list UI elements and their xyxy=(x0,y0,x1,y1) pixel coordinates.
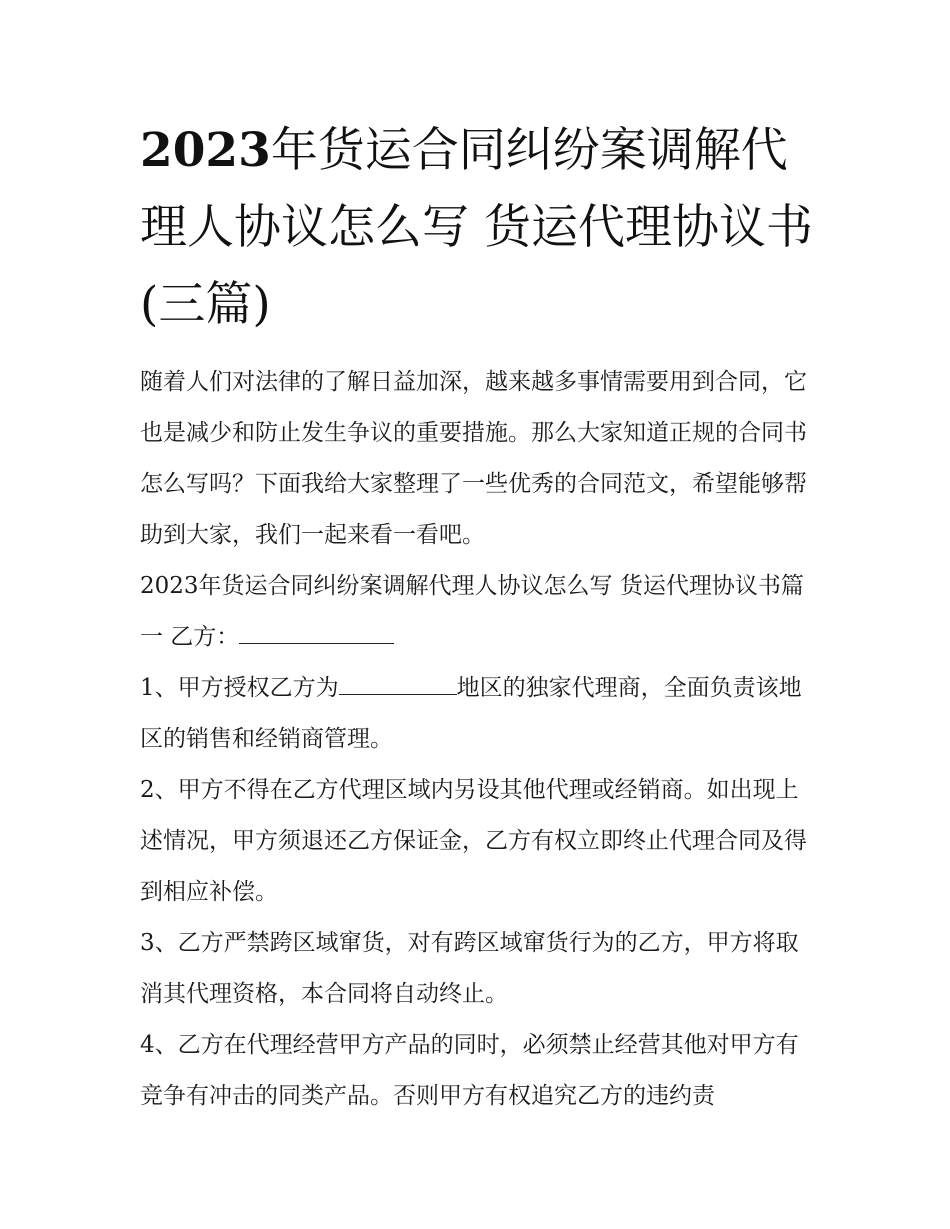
clause-1-before: 1、甲方授权乙方为 xyxy=(140,675,339,701)
section-heading xyxy=(140,561,820,663)
clause-1 xyxy=(140,663,820,765)
document-title xyxy=(140,112,820,343)
intro-paragraph: 随着人们对法律的了解日益加深，越来越多事情需要用到合同，它也是减少和防止发生争议的重要措施。那么大家知道正规的合同书怎么写吗？下面我给大家整理了一些优秀的合同范文，希望能够帮助到大家，我们一起来看一看吧。 xyxy=(140,369,807,548)
document-body xyxy=(140,112,820,1122)
region-blank xyxy=(339,672,457,695)
clause-2: 2、甲方不得在乙方代理区域内另设其他代理或经销商。如出现上述情况，甲方须退还乙方保证金，乙方有权立即终止代理合同及得到相应补偿。 xyxy=(140,777,807,905)
title-text: 年货运合同纠纷案调解代理人协议怎么写 货运代理协议书(三篇) xyxy=(140,123,813,332)
clause-4: 4、乙方在代理经营甲方产品的同时，必须禁止经营其他对甲方有竞争有冲击的同类产品。否则甲方有权追究乙方的违约责 xyxy=(140,1032,799,1109)
party-b-blank xyxy=(239,621,394,644)
clause-1-after: 地区的独家代理商，全面负责该地区的销售和经销商管理。 xyxy=(140,675,802,752)
section-heading-text: 2023年货运合同纠纷案调解代理人协议怎么写 货运代理协议书篇一 乙方： xyxy=(140,573,804,650)
clause-3: 3、乙方严禁跨区域窜货，对有跨区域窜货行为的乙方，甲方将取消其代理资格，本合同将自动终止。 xyxy=(140,930,799,1007)
title-year: 2023 xyxy=(140,123,271,178)
